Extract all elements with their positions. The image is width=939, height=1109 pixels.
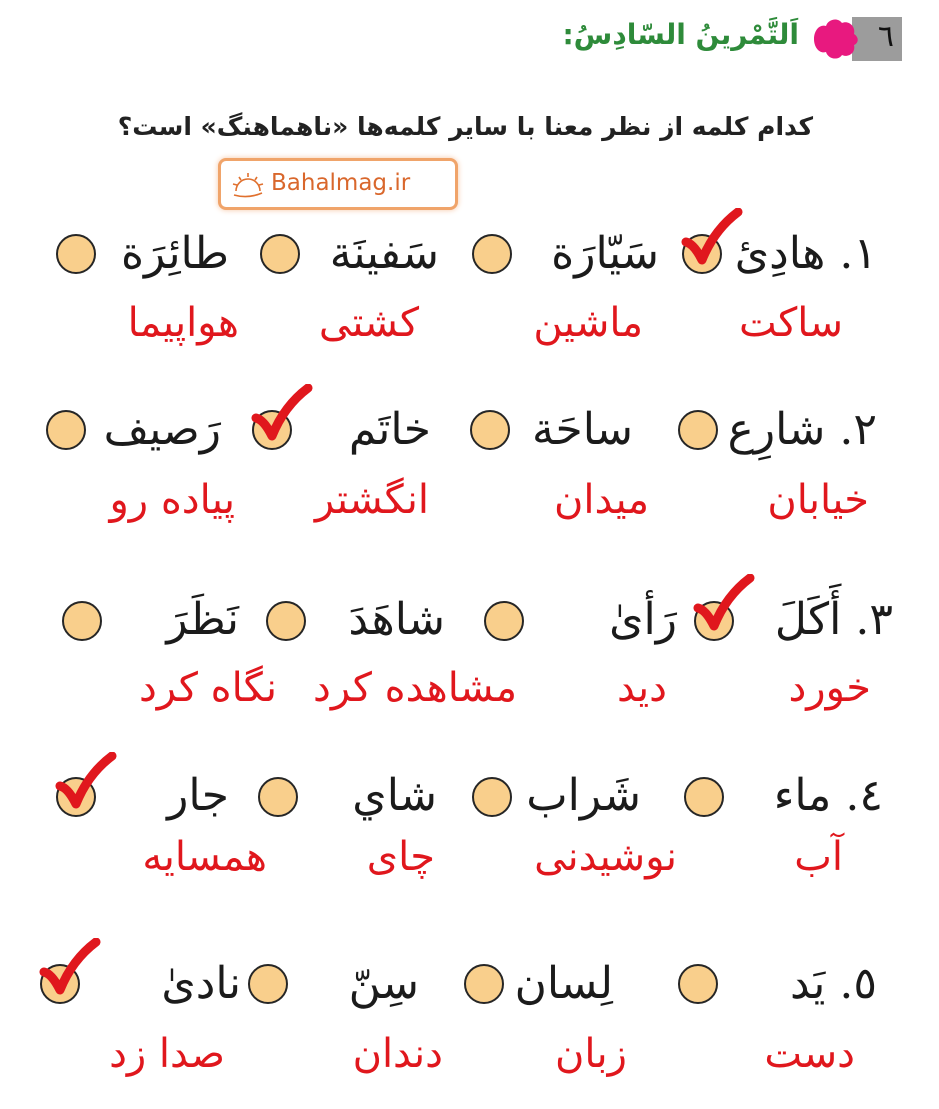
row3-word1 — [774, 594, 893, 645]
row5-translation1: دست — [764, 1031, 855, 1077]
row5-word1-text: يَد — [790, 958, 826, 1009]
row3-option3-circle[interactable] — [266, 601, 306, 641]
row1-option4-circle[interactable] — [56, 234, 96, 274]
row5-translation4: صدا زد — [109, 1031, 225, 1077]
row4-word1-text: ماء — [773, 770, 832, 821]
row1-number: ١. — [839, 228, 877, 279]
row4-option2-circle[interactable] — [472, 777, 512, 817]
row3-checkmark-icon — [692, 574, 756, 636]
row1-option3-circle[interactable] — [260, 234, 300, 274]
row5-translation3: دندان — [352, 1031, 443, 1077]
row2-word2: ساحَة — [531, 404, 633, 455]
row4-word4: جار — [167, 770, 229, 821]
row2-option4-circle[interactable] — [46, 410, 86, 450]
question-text: کدام کلمه از نظر معنا با سایر کلمه‌ها «ناهماهنگ» است؟ — [117, 112, 813, 141]
row2-translation4: پیاده رو — [109, 477, 235, 523]
row1-option2-circle[interactable] — [472, 234, 512, 274]
row3-word2: رَأىٰ — [609, 594, 677, 645]
row1-word2: سَيّارَة — [551, 228, 659, 279]
row3-translation1: خورد — [788, 665, 871, 711]
row4-number: ٤. — [845, 770, 883, 821]
row1-translation1: ساکت — [738, 300, 843, 346]
row1-word3: سَفينَة — [329, 228, 439, 279]
row5-option1-circle[interactable] — [678, 964, 718, 1004]
row2-option2-circle[interactable] — [470, 410, 510, 450]
row4-word2: شَراب — [526, 770, 641, 821]
row4-word1 — [773, 770, 883, 821]
row2-checkmark-icon — [250, 384, 314, 446]
row3-word4: نَظَرَ — [166, 594, 239, 645]
row4-translation1: آب — [794, 834, 843, 880]
row5-number: ٥. — [839, 958, 877, 1009]
row4-checkmark-icon — [54, 752, 118, 814]
row2-translation3: انگشتر — [314, 477, 429, 523]
row3-option2-circle[interactable] — [484, 601, 524, 641]
row3-translation2: دید — [617, 665, 667, 711]
row5-word3: سِنّ — [348, 958, 419, 1009]
row1-checkmark-icon — [680, 208, 744, 270]
exercise-title: اَلتَّمْرينُ السّادِسُ: — [562, 18, 799, 51]
row2-word1-text: شارِع — [727, 404, 826, 455]
row1-word4: طائِرَة — [120, 228, 229, 279]
row2-translation2: میدان — [554, 477, 649, 523]
row2-word3: خاتَم — [348, 404, 431, 455]
row5-translation2: زبان — [554, 1031, 627, 1077]
row2-word1 — [727, 404, 877, 455]
row5-word1 — [790, 958, 877, 1009]
row4-translation3: چای — [366, 834, 435, 880]
row4-translation4: همسایه — [142, 834, 267, 880]
row3-option4-circle[interactable] — [62, 601, 102, 641]
row3-word3: شاهَدَ — [348, 594, 445, 645]
row3-translation4: نگاه کرد — [138, 665, 277, 711]
row1-translation2: ماشین — [533, 300, 643, 346]
row1-translation4: هواپیما — [127, 300, 239, 346]
row4-option3-circle[interactable] — [258, 777, 298, 817]
row5-checkmark-icon — [38, 938, 102, 1000]
watermark-text: Bahalmag.ir — [271, 170, 411, 196]
exercise-number: ٦ — [877, 19, 894, 54]
sun-logo-icon — [231, 169, 265, 201]
row5-word4: نادىٰ — [161, 958, 241, 1009]
row5-word2: لِسان — [514, 958, 613, 1009]
row3-translation3: مشاهده کرد — [313, 665, 517, 711]
row2-number: ٢. — [839, 404, 877, 455]
row4-option1-circle[interactable] — [684, 777, 724, 817]
row1-word1 — [734, 228, 877, 279]
row1-translation3: کشتی — [318, 300, 419, 346]
row3-number: ٣. — [855, 594, 893, 645]
row2-translation1: خیابان — [767, 477, 869, 523]
row3-word1-text: أَكَلَ — [774, 594, 842, 645]
watermark-badge — [218, 158, 458, 210]
row4-translation2: نوشیدنی — [534, 834, 677, 880]
row4-word3: شاي — [352, 770, 437, 821]
row1-word1-text: هادِئ — [734, 228, 826, 279]
row2-word4: رَصيف — [103, 404, 221, 455]
row2-option1-circle[interactable] — [678, 410, 718, 450]
row5-option2-circle[interactable] — [464, 964, 504, 1004]
flower-icon — [810, 16, 860, 62]
row5-option3-circle[interactable] — [248, 964, 288, 1004]
